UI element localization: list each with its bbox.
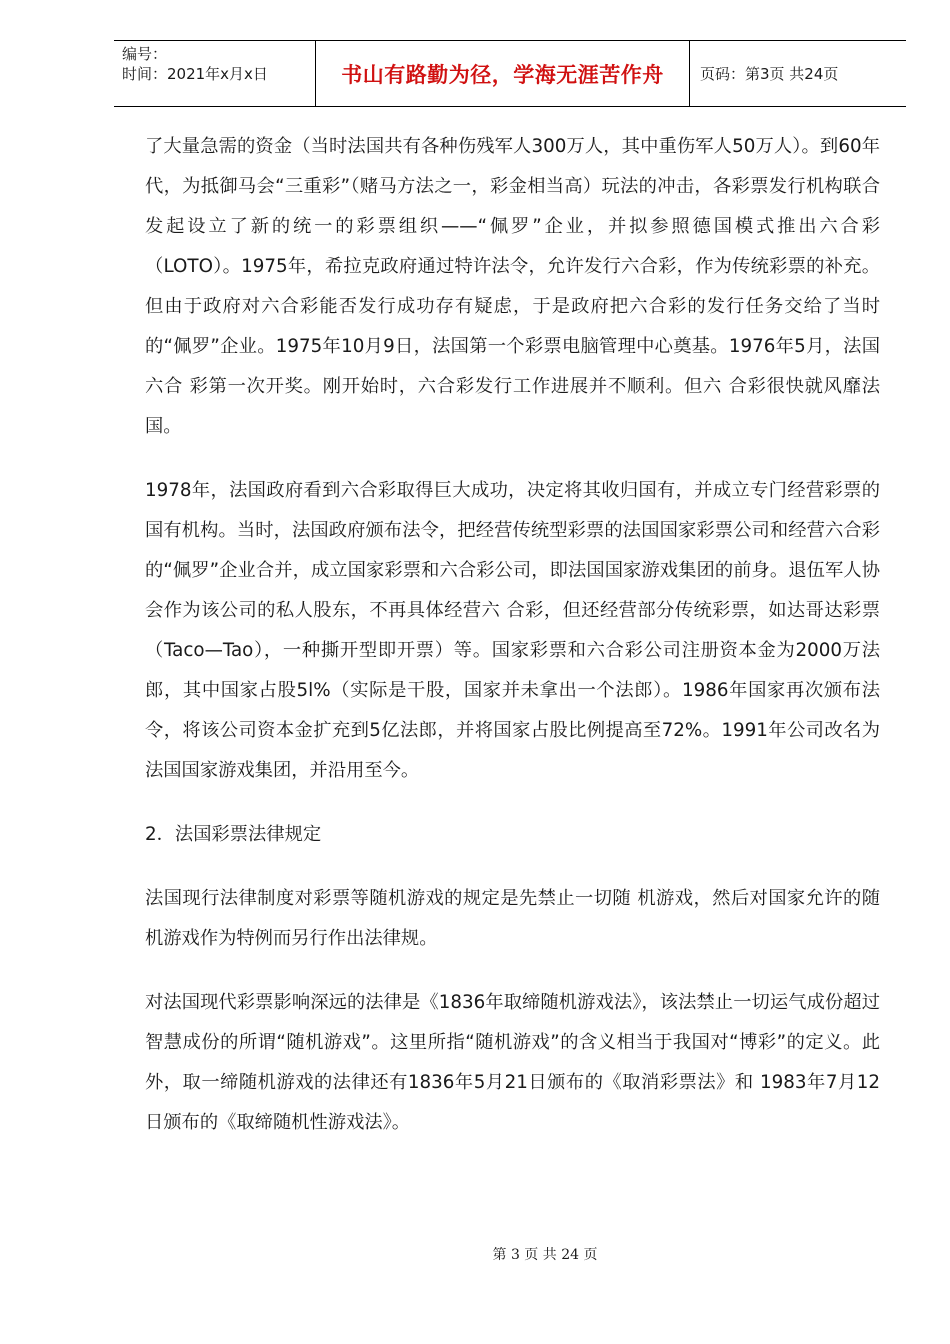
section-heading: 2．法国彩票法律规定 [145,824,322,845]
header-page-info: 页码：第3页 共24页 [700,65,839,83]
page-header [114,40,906,107]
header-meta [114,41,316,106]
document-number: 编号： [122,45,168,63]
header-motto: 书山有路勤为径，学海无涯苦作舟 [316,41,690,106]
body-paragraph: 法国现行法律制度对彩票等随机游戏的规定是先禁止一切随 机游戏，然后对国家允许的随机游戏作为特例而另行作出法律规。 [145,888,880,949]
body-paragraph: 了大量急需的资金（当时法国共有各种伤残军人300万人，其中重伤军人50万人）。到60年代，为抵御马会“三重彩”（赌马方法之一，彩金相当高）玩法的冲击，各彩票发行机构联合发起设立了新的统一的彩票组织——“佩罗”企业，并拟参照德国模式推出六合彩（LOTO）。1975年，希拉克政府通过特许法令，允许发行六合彩，作为传统彩票的补充。但由于政府对六合彩能否发行成功存有疑虑，于是政府把六合彩的发行任务交给了当时的“佩罗”企业。1975年10月9日，法国第一个彩票电脑管理中心奠基。1976年5月，法国六合 彩第一次开奖。刚开始时，六合彩发行工作进展并不顺利。但六 合彩很快就风靡法国。 [145,136,880,437]
body-paragraph: 1978年，法国政府看到六合彩取得巨大成功，决定将其收归国有，并成立专门经营彩票的国有机构。当时，法国政府颁布法令，把经营传统型彩票的法国国家彩票公司和经营六合彩的“佩罗”企业合并，成立国家彩票和六合彩公司，即法国国家游戏集团的前身。退伍军人协会作为该公司的私人股东，不再具体经营六 合彩，但还经营部分传统彩票，如达哥达彩票（Taco—Tao），一种撕开型即开票）等。国家彩票和六合彩公司注册资本金为2000万法 郎，其中国家占股5l%（实际是干股，国家并未拿出一个法郎）。1986年国家再次颁布法令，将该公司资本金扩充到5亿法郎，并将国家占股比例提高至72%。1991年公司改名为法国国家游戏集团，并沿用至今。 [145,480,880,781]
footer-page-number: 第 3 页 共 24 页 [492,1247,598,1263]
document-body [145,127,880,1167]
document-time: 时间：2021年x月x日 [122,65,268,83]
body-paragraph: 对法国现代彩票影响深远的法律是《1836年取缔随机游戏法》，该法禁止一切运气成份超过智慧成份的所谓“随机游戏”。这里所指“随机游戏”的含义相当于我国对“博彩”的定义。此外，取一缔随机游戏的法律还有1836年5月21日颁布的《取消彩票法》和 1983年7月12日颁布的《取缔随机性游戏法》。 [145,992,880,1133]
page-footer [0,1244,950,1264]
